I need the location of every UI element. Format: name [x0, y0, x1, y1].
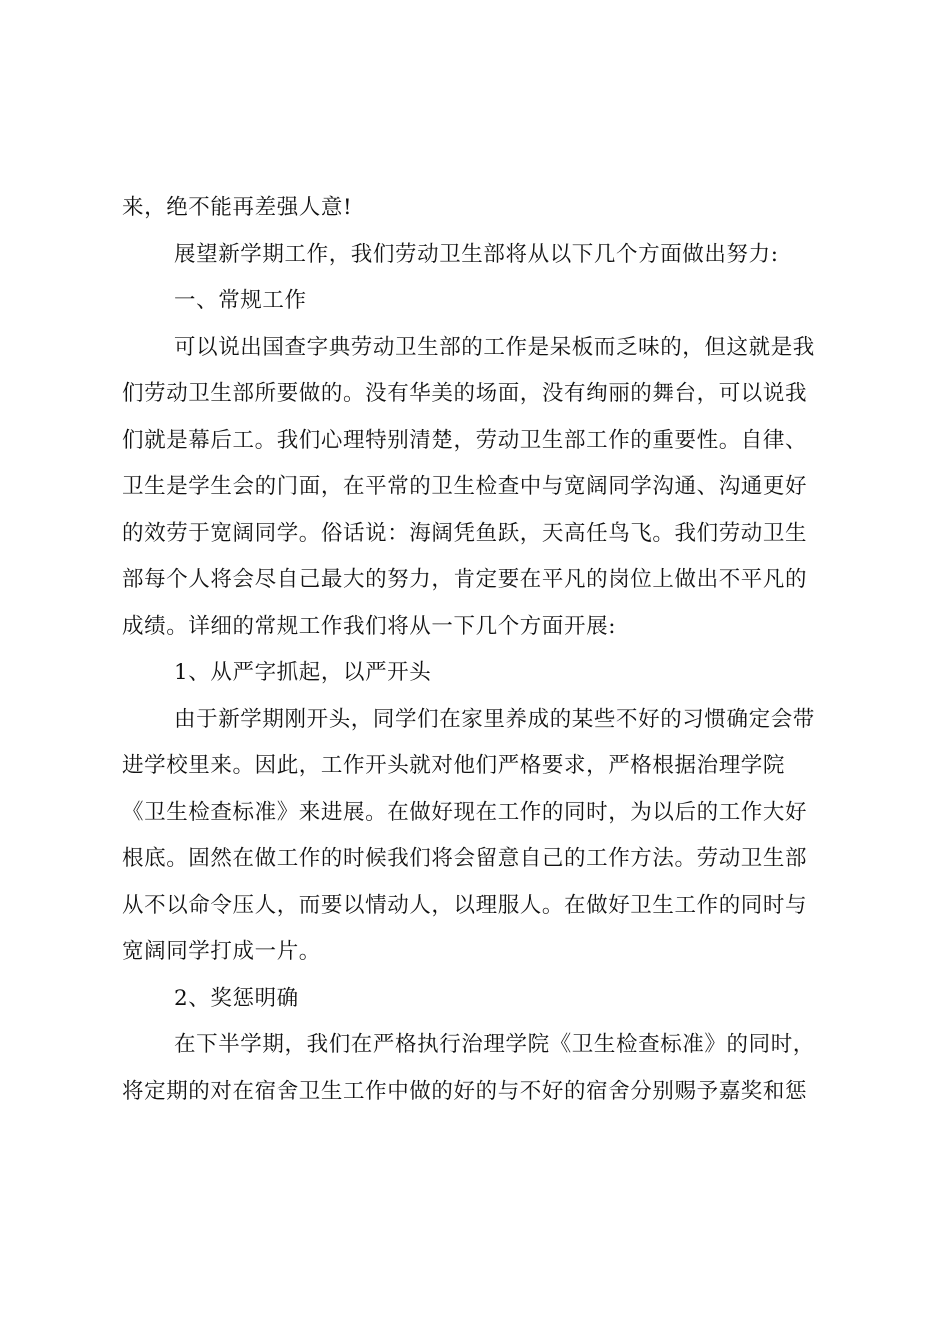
text-line: 进学校里来。因此，工作开头就对他们严格要求，严格根据治理学院: [122, 753, 786, 778]
text-line: 来，绝不能再差强人意!: [122, 195, 353, 220]
text-line: 们就是幕后工。我们心理特别清楚，劳动卫生部工作的重要性。自律、: [122, 427, 808, 453]
text-line: 可以说出国查字典劳动卫生部的工作是呆板而乏味的，但这就是我: [174, 334, 815, 360]
document-body: [122, 188, 832, 1112]
section-heading: 一、常规工作: [174, 288, 307, 313]
text-line: 由于新学期刚开头，同学们在家里养成的某些不好的习惯确定会带: [174, 706, 815, 732]
text-line: 们劳动卫生部所要做的。没有华美的场面，没有绚丽的舞台，可以说我: [122, 381, 808, 406]
text-line: 将定期的对在宿舍卫生工作中做的好的与不好的宿舍分别赐予嘉奖和惩: [122, 1078, 808, 1104]
text-line: 展望新学期工作，我们劳动卫生部将从以下几个方面做出努力:: [174, 241, 779, 267]
text-line: 《卫生检查标准》来进展。在做好现在工作的同时，为以后的工作大好: [122, 799, 808, 825]
text-line: 成绩。详细的常规工作我们将从一下几个方面开展:: [122, 613, 617, 639]
subsection-heading: 1、从严字抓起，以严开头: [174, 660, 432, 685]
text-line: 在下半学期，我们在严格执行治理学院《卫生检查标准》的同时，: [174, 1032, 815, 1057]
text-line: 部每个人将会尽自己最大的努力，肯定要在平凡的岗位上做出不平凡的: [122, 567, 808, 592]
subsection-heading: 2、奖惩明确: [174, 985, 299, 1011]
text-line: 卫生是学生会的门面，在平常的卫生检查中与宽阔同学沟通、沟通更好: [122, 474, 808, 499]
text-line: 的效劳于宽阔同学。俗话说：海阔凭鱼跃，天高任鸟飞。我们劳动卫生: [122, 520, 808, 546]
text-line: 根底。固然在做工作的时候我们将会留意自己的工作方法。劳动卫生部: [122, 846, 808, 871]
text-line: 从不以命令压人，而要以情动人，以理服人。在做好卫生工作的同时与: [122, 892, 808, 918]
text-line: 宽阔同学打成一片。: [122, 939, 321, 964]
